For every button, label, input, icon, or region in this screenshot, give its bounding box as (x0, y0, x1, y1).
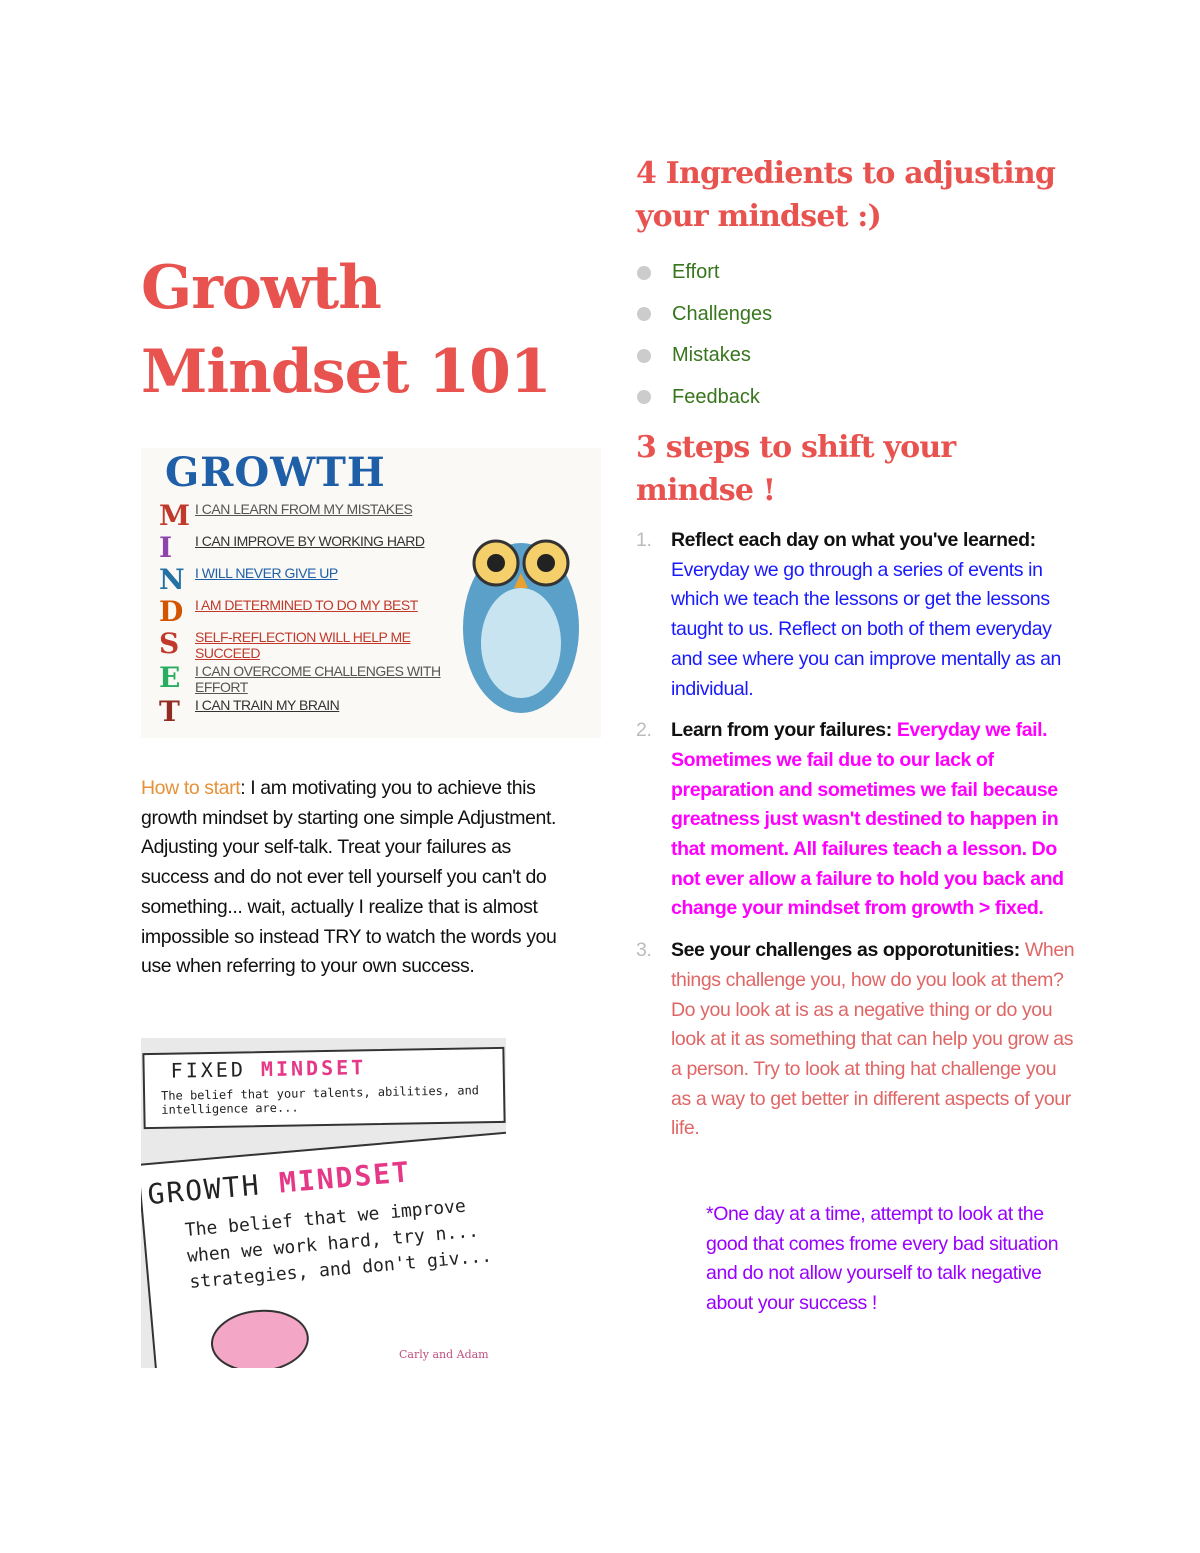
poster-row-text: I WILL NEVER GIVE UP (195, 565, 338, 581)
bullet-icon (637, 349, 651, 363)
intro-paragraph (141, 774, 571, 982)
intro-label: How to start (141, 777, 241, 799)
fixed-mindset-card (142, 1047, 505, 1129)
brain-illustration (202, 1301, 318, 1368)
ingredients-heading: 4 Ingredients to adjusting your mindset :) (636, 156, 1056, 234)
poster-row-text: I CAN IMPROVE BY WORKING HARD (195, 533, 425, 549)
step-number: 3. (636, 939, 652, 962)
poster-row (159, 696, 449, 727)
poster-row (159, 596, 449, 627)
steps-heading: 3 steps to shift your mindse ! (636, 430, 956, 508)
intro-text: : I am motivating you to achieve this growth mindset by starting one simple Adjustment. Adjusting your self-talk. Treat your failures as success and do not ever tell yourself you can't do something... wait, actually I realize that is almost impossible so instead TRY to watch the words you use when referring to your own success. (141, 777, 557, 978)
left-column (141, 448, 601, 1368)
owl-illustration (441, 468, 601, 728)
ingredient-label: Feedback (672, 385, 760, 408)
step-lead: See your challenges as opporotunities: (671, 939, 1020, 962)
poster-letter: D (159, 595, 183, 628)
fixed-title: FIXED (170, 1057, 247, 1083)
step-item-3 (636, 936, 1076, 1144)
title-line-1: Growth (141, 253, 381, 323)
poster-row (159, 564, 449, 595)
bullet-icon (637, 390, 651, 404)
bullet-icon (637, 266, 651, 280)
growth-mindset-card (141, 1131, 506, 1368)
step-text: When things challenge you, how do you look at them? Do you look at is as a negative thing or do you look at it as something that can help you grow as a person. Try to look at thing hat challenge you as a way to get better in different aspects of your life. (671, 939, 1075, 1140)
poster-rows (159, 500, 449, 727)
steps-list (636, 526, 1076, 1144)
ingredient-item (636, 335, 1076, 377)
growth-mindset-poster-image (141, 448, 601, 738)
poster-heading: GROWTH (165, 449, 386, 496)
step-text: Everyday we go through a series of events in which we teach the lessons or get the lessons taught to us. Reflect on both of them everyday and see where you can improve mentally as an individual. (671, 558, 1061, 700)
ingredient-item (636, 252, 1076, 294)
poster-row (159, 628, 449, 661)
growth-title: GROWTH (146, 1168, 262, 1212)
right-column (636, 152, 1076, 1319)
ingredient-label: Challenges (672, 302, 773, 325)
ingredients-list (636, 252, 1076, 418)
fixed-text: The belief that your talents, abilities, and intelligence are... (160, 1083, 480, 1117)
poster-letter: E (159, 661, 180, 694)
poster-row (159, 532, 449, 563)
step-number: 2. (636, 719, 652, 742)
ingredient-label: Effort (672, 261, 720, 284)
bullet-icon (637, 307, 651, 321)
step-text: Everyday we fail. Sometimes we fail due to our lack of preparation and sometimes we fail because greatness just wasn't destined to happen in that moment. All failures teach a lesson. Do not ever allow a failure to hold you back and change your mindset from growth > fixed. (671, 719, 1064, 920)
poster-row-text: I CAN OVERCOME CHALLENGES WITH EFFORT (195, 663, 441, 695)
step-item-1 (636, 526, 1076, 704)
fixed-colored: MINDSET (260, 1055, 367, 1082)
step-number: 1. (636, 529, 652, 551)
poster-row (159, 500, 449, 531)
step-lead: Reflect each day on what you've learned: (671, 529, 1036, 551)
poster-letter: I (159, 531, 172, 564)
poster-letter: M (159, 499, 190, 532)
step-item-2 (636, 716, 1076, 924)
ingredient-item (636, 377, 1076, 419)
ingredient-label: Mistakes (672, 344, 751, 367)
growth-colored: MINDSET (277, 1155, 413, 1200)
poster-row-text: SELF-REFLECTION WILL HELP ME SUCCEED (195, 629, 411, 661)
poster-row-text: I CAN LEARN FROM MY MISTAKES (195, 501, 413, 517)
step-lead: Learn from your failures: (671, 719, 892, 742)
closing-note: *One day at a time, attempt to look at the good that comes frome every bad situation and do not allow yourself to talk negative about your success ! (706, 1203, 1059, 1315)
poster-row-text: I AM DETERMINED TO DO MY BEST (195, 597, 418, 613)
poster-letter: T (159, 695, 180, 728)
ingredient-item (636, 294, 1076, 336)
poster-row-text: I CAN TRAIN MY BRAIN (195, 697, 340, 713)
image-credit: Carly and Adam (399, 1347, 489, 1361)
growth-text: The belief that we improve when we work hard, try n... strategies, and don't giv... (184, 1195, 493, 1293)
poster-row (159, 662, 449, 695)
title-line-2: Mindset 101 (141, 337, 551, 407)
document-title (141, 246, 551, 414)
poster-letter: S (159, 627, 179, 660)
poster-letter: N (159, 563, 185, 596)
fixed-vs-growth-mindset-image (141, 1038, 506, 1368)
